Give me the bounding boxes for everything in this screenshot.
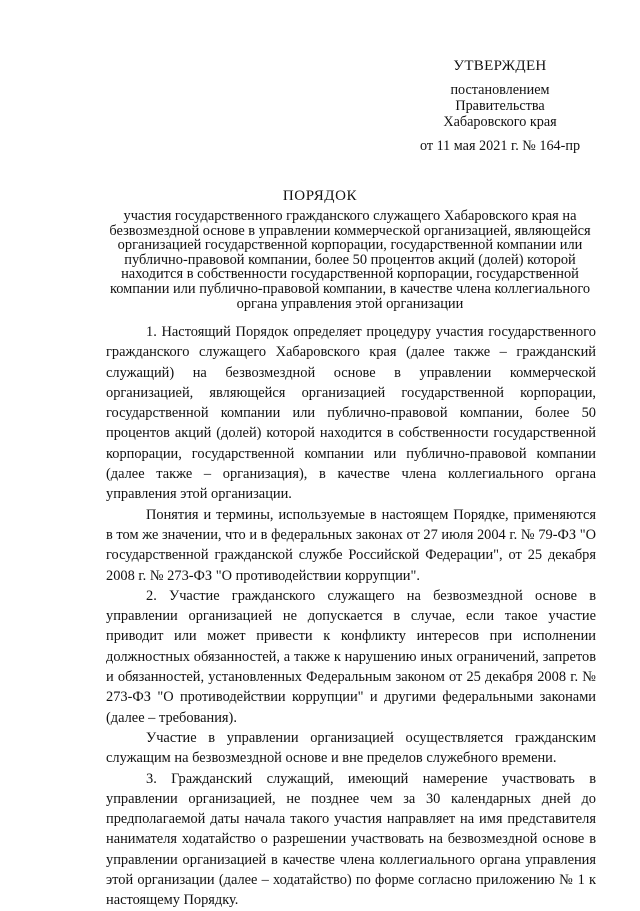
- approval-line: Правительства: [455, 98, 545, 114]
- paragraph: Участие в управлении организацией осуществляется гражданским служащим на безвозмездной основе и вне пределов служебного времени.: [106, 729, 596, 767]
- paragraph: 1. Настоящий Порядок определяет процедуру участия государственного гражданского служащего Хабаровского края (далее также – гражданский служащий) на безвозмездной основе в управлении коммерческой организацией, являющейся организацией государственной корпорации, государственной компании или публично-правовой компании, более 50 процентов акций (долей) которой находится в собственности государственной корпорации, государственной компании или публично-правовой компании (далее также – организация), в качестве члена коллегиального органа управления этой организации.: [106, 324, 596, 503]
- approval-date: от 11 мая 2021 г. № 164-пр: [419, 138, 581, 154]
- paragraph: 3. Гражданский служащий, имеющий намерение участвовать в управлении организацией, не позднее чем за 30 календарных дней до предполагаемой даты начала такого участия направляет на имя представителя нанимателя ходатайство о разрешении участвовать на безвозмездной основе в управлении организацией в качестве члена коллегиального органа управления этой организации (далее – ходатайство) по форме согласно приложению № 1 к настоящему Порядку.: [106, 770, 596, 909]
- paragraph: Понятия и термины, используемые в настоящем Порядке, применяются в том же значении, что и в федеральных законах от 27 июля 2004 г. № 79-ФЗ "О государственной гражданской службе Российской Федерации", от 25 декабря 2008 г. № 273-ФЗ "О противодействии коррупции".: [106, 506, 596, 584]
- approval-stamp: [390, 58, 610, 154]
- document-subtitle: участия государственного гражданского служащего Хабаровского края на безвозмездной основе в управлении коммерческой организацией, являющейся организацией государственной корпорации, государственной компании или публично-правовой компании, более 50 процентов акций (долей) которой находится в собственности государственной корпорации, государственной компании или публично-правовой компании, в качестве члена коллегиального органа управления этой организации: [109, 208, 591, 312]
- approval-line: Хабаровского края: [443, 114, 557, 130]
- approval-heading: УТВЕРЖДЕН: [453, 58, 547, 74]
- approval-line: постановлением: [450, 82, 550, 98]
- document-body: [106, 322, 596, 911]
- paragraph: 2. Участие гражданского служащего на безвозмездной основе в управлении организацией не допускается в случае, если такое участие приводит или может привести к конфликту интересов при исполнении должностных обязанностей, а также к нарушению иных ограничений, запретов и обязанностей, установленных Федеральным законом от 25 декабря 2008 г. № 273-ФЗ "О противодействии коррупции" и другими федеральными законами (далее – требования).: [106, 587, 596, 726]
- document-title: ПОРЯДОК: [282, 188, 358, 204]
